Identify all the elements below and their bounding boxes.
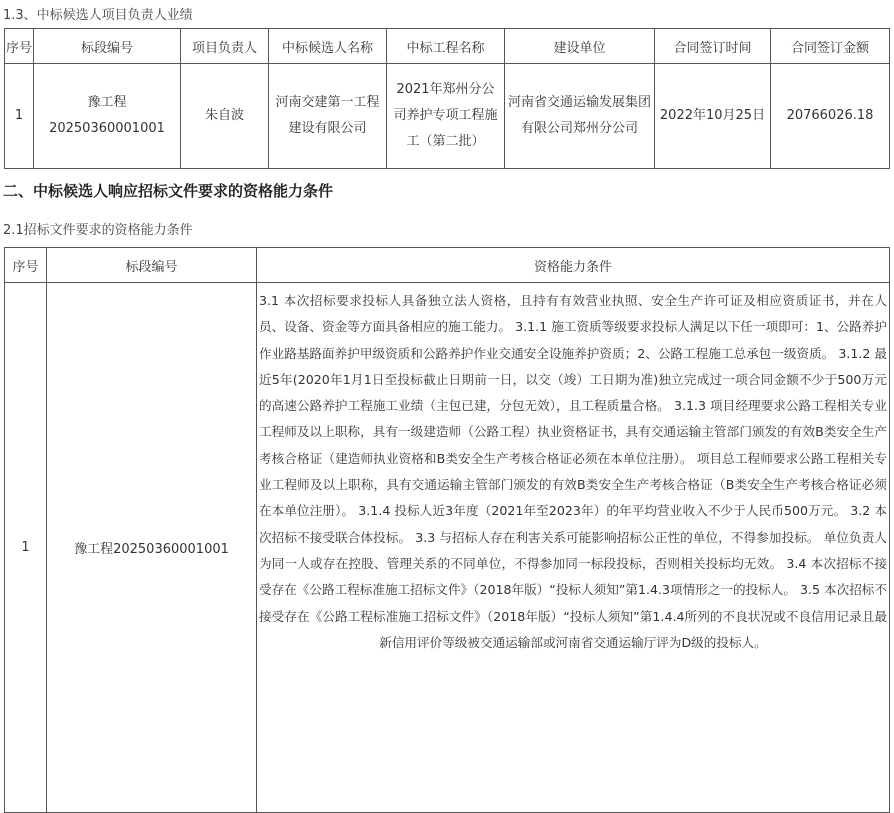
qualification-conditions-table [4,247,890,813]
header-no: 序号 [5,29,34,64]
header-no: 序号 [5,248,47,283]
table-header-row [5,248,890,283]
header-candidate: 中标候选人名称 [269,29,387,64]
header-owner: 建设单位 [505,29,655,64]
table-row [5,283,890,813]
cell-sign-date: 2022年10月25日 [655,64,771,169]
table-row [5,64,890,169]
section-1-3-label: 1.3、中标候选人项目负责人业绩 [3,8,193,23]
header-project: 中标工程名称 [387,29,505,64]
cell-lot: 豫工程20250360001001 [34,64,181,169]
section-2-heading: 二、中标候选人响应招标文件要求的资格能力条件 [3,182,334,200]
cell-conditions: 3.1 本次招标要求投标人具备独立法人资格，且持有有效营业执照、安全生产许可证及相应资质证书，并在人员、设备、资金等方面具备相应的施工能力。 3.1.1 施工资质等级要求投标人满足以下任一项即可：1、公路养护作业路基路面养护甲级资质和公路养护作业交通安全设施养护资质；2、公路工程施工总承包一级资质。 3.1.2 最近5年(2020年1月1日至投标截止日期前一日，以交（竣）工日期为准)独立完成过一项合同金额不少于500万元的高速公路养护工程施工业绩（主包已建，分包无效），且工程质量合格。 3.1.3 项目经理要求公路工程相关专业工程师及以上职称，具有一级建造师（公路工程）执业资格证书，具有交通运输主管部门颁发的有效B类安全生产考核合格证（建造师执业资格和B类安全生产考核合格证必须在本单位注册）。 项目总工程师要求公路工程相关专业工程师及以上职称，具有交通运输主管部门颁发的有效B类安全生产考核合格证（B类安全生产考核合格证必须在本单位注册）。 3.1.4 投标人近3年度（2021年至2023年）的年平均营业收入不少于人民币500万元。 3.2 本次招标不接受联合体投标。 3.3 与招标人存在利害关系可能影响招标公正性的单位，不得参加投标。 单位负责人为同一人或存在控股、管理关系的不同单位，不得参加同一标段投标，否则相关投标均无效。 3.4 本次招标不接受存在《公路工程标准施工招标文件》（2018年版）“投标人须知”第1.4.3项情形之一的投标人。 3.5 本次招标不接受存在《公路工程标准施工招标文件》（2018年版）“投标人须知”第1.4.4所列的不良状况或不良信用记录且最新信用评价等级被交通运输部或河南省交通运输厅评为D级的投标人。 [257,283,890,813]
header-lot: 标段编号 [34,29,181,64]
header-manager: 项目负责人 [181,29,269,64]
cell-owner: 河南省交通运输发展集团有限公司郑州分公司 [505,64,655,169]
cell-no: 1 [5,283,47,813]
section-2-1-label: 2.1招标文件要求的资格能力条件 [3,223,193,238]
header-conditions: 资格能力条件 [257,248,890,283]
candidate-manager-performance-table [4,28,890,169]
table-header-row [5,29,890,64]
cell-lot: 豫工程20250360001001 [47,283,257,813]
cell-candidate: 河南交建第一工程建设有限公司 [269,64,387,169]
header-sign-date: 合同签订时间 [655,29,771,64]
cell-project: 2021年郑州分公司养护专项工程施工（第二批） [387,64,505,169]
cell-amount: 20766026.18 [771,64,890,169]
header-amount: 合同签订金额 [771,29,890,64]
cell-manager: 朱自波 [181,64,269,169]
cell-no: 1 [5,64,34,169]
header-lot: 标段编号 [47,248,257,283]
